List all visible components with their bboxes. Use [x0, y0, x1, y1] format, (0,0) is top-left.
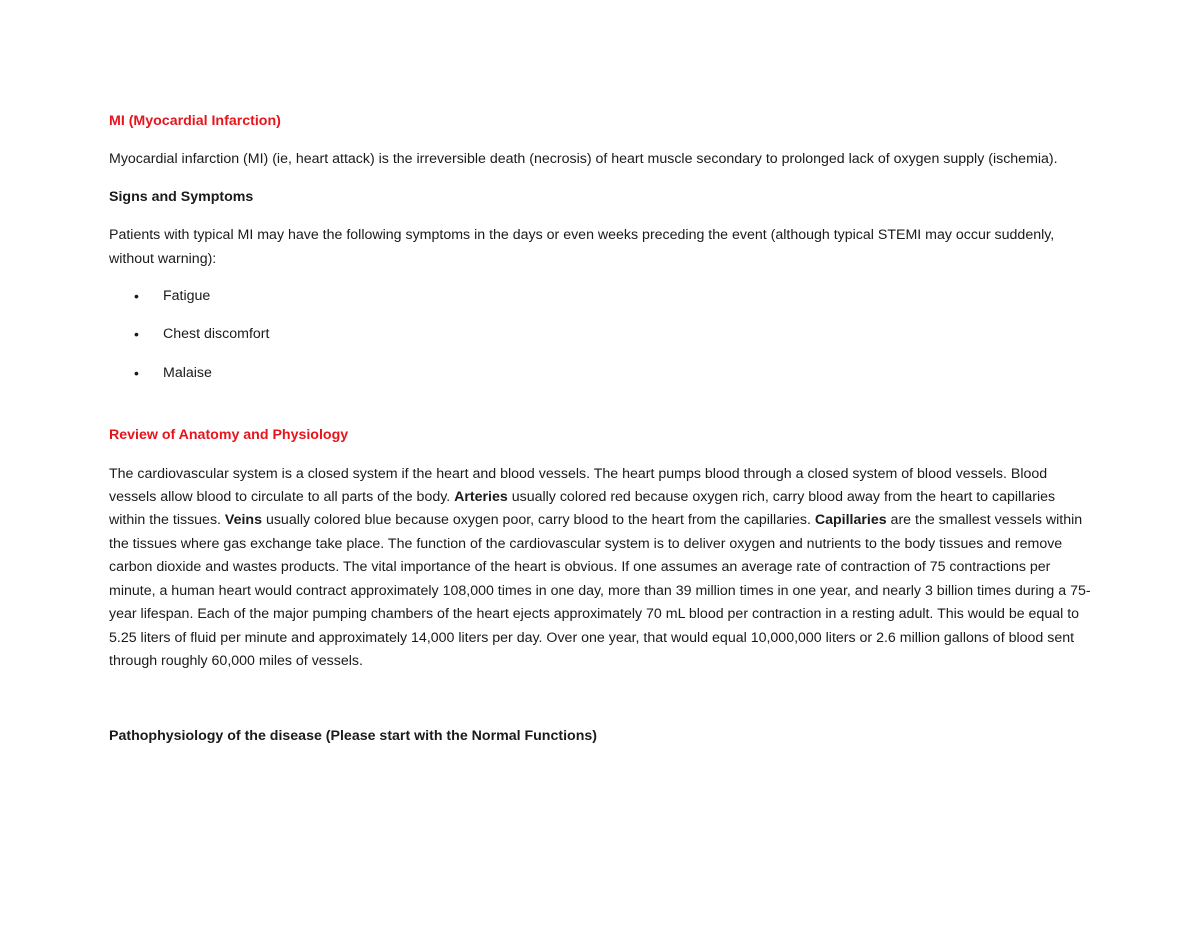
veins-term: Veins: [224, 512, 262, 529]
arteries-term: Arteries: [454, 489, 508, 506]
list-item: [109, 323, 1094, 346]
symptom-label: Malaise: [163, 364, 212, 381]
document-page: [109, 110, 1094, 749]
review-text-part-4: are the smallest vessels within the tissues where gas exchange take place. The function of the cardiovascular system is to deliver oxygen and nutrients to the body tissues and remove carbon dioxide and wastes products. The vital importance of the heart is obvious. If one assumes an average rate of contraction of 75 contractions per minute, a human heart would contract approximately 108,000 times in one day, more than 39 million times in one year, and nearly 3 billion times during a 75-year lifespan. Each of the major pumping chambers of the heart ejects approximately 70 mL blood per contraction in a resting adult. This would be equal to 5.25 liters of fluid per minute and approximately 14,000 liters per day. Over one year, that would equal 10,000,000 liters or 2.6 million gallons of blood sent through roughly 60,000 miles of vessels.: [109, 512, 1091, 669]
pathophysiology-heading: Pathophysiology of the disease (Please start with the Normal Functions): [109, 728, 597, 745]
bullet-icon: •: [134, 288, 139, 305]
signs-symptoms-heading: Signs and Symptoms: [109, 188, 254, 205]
symptom-label: Fatigue: [163, 288, 211, 305]
symptoms-intro-paragraph: Patients with typical MI may have the following symptoms in the days or even weeks preceding the event (although typical STEMI may occur suddenly, without warning):: [109, 227, 1055, 267]
symptoms-list: [109, 285, 1094, 385]
bullet-icon: •: [134, 326, 139, 343]
intro-paragraph: Myocardial infarction (MI) (ie, heart attack) is the irreversible death (necrosis) of heart muscle secondary to prolonged lack of oxygen supply (ischemia).: [109, 151, 1058, 168]
review-text-part-3: usually colored blue because oxygen poor, carry blood to the heart from the capillaries.: [262, 512, 815, 529]
review-paragraph: [109, 463, 1094, 674]
document-title: MI (Myocardial Infarction): [109, 113, 281, 129]
review-anatomy-heading: Review of Anatomy and Physiology: [109, 427, 349, 444]
symptom-label: Chest discomfort: [163, 326, 270, 343]
list-item: [109, 362, 1094, 385]
bullet-icon: •: [134, 364, 139, 381]
review-text-part-2: usually colored red because oxygen rich, carry blood away from the heart to capillaries within the tissues.: [109, 489, 1056, 529]
review-text-part-1: The cardiovascular system is a closed system if the heart and blood vessels. The heart pumps blood through a closed system of blood vessels. Blood vessels allow blood to circulate to all parts of the body.: [109, 465, 1048, 506]
capillaries-term: Capillaries: [814, 512, 887, 529]
list-item: [109, 285, 1094, 308]
